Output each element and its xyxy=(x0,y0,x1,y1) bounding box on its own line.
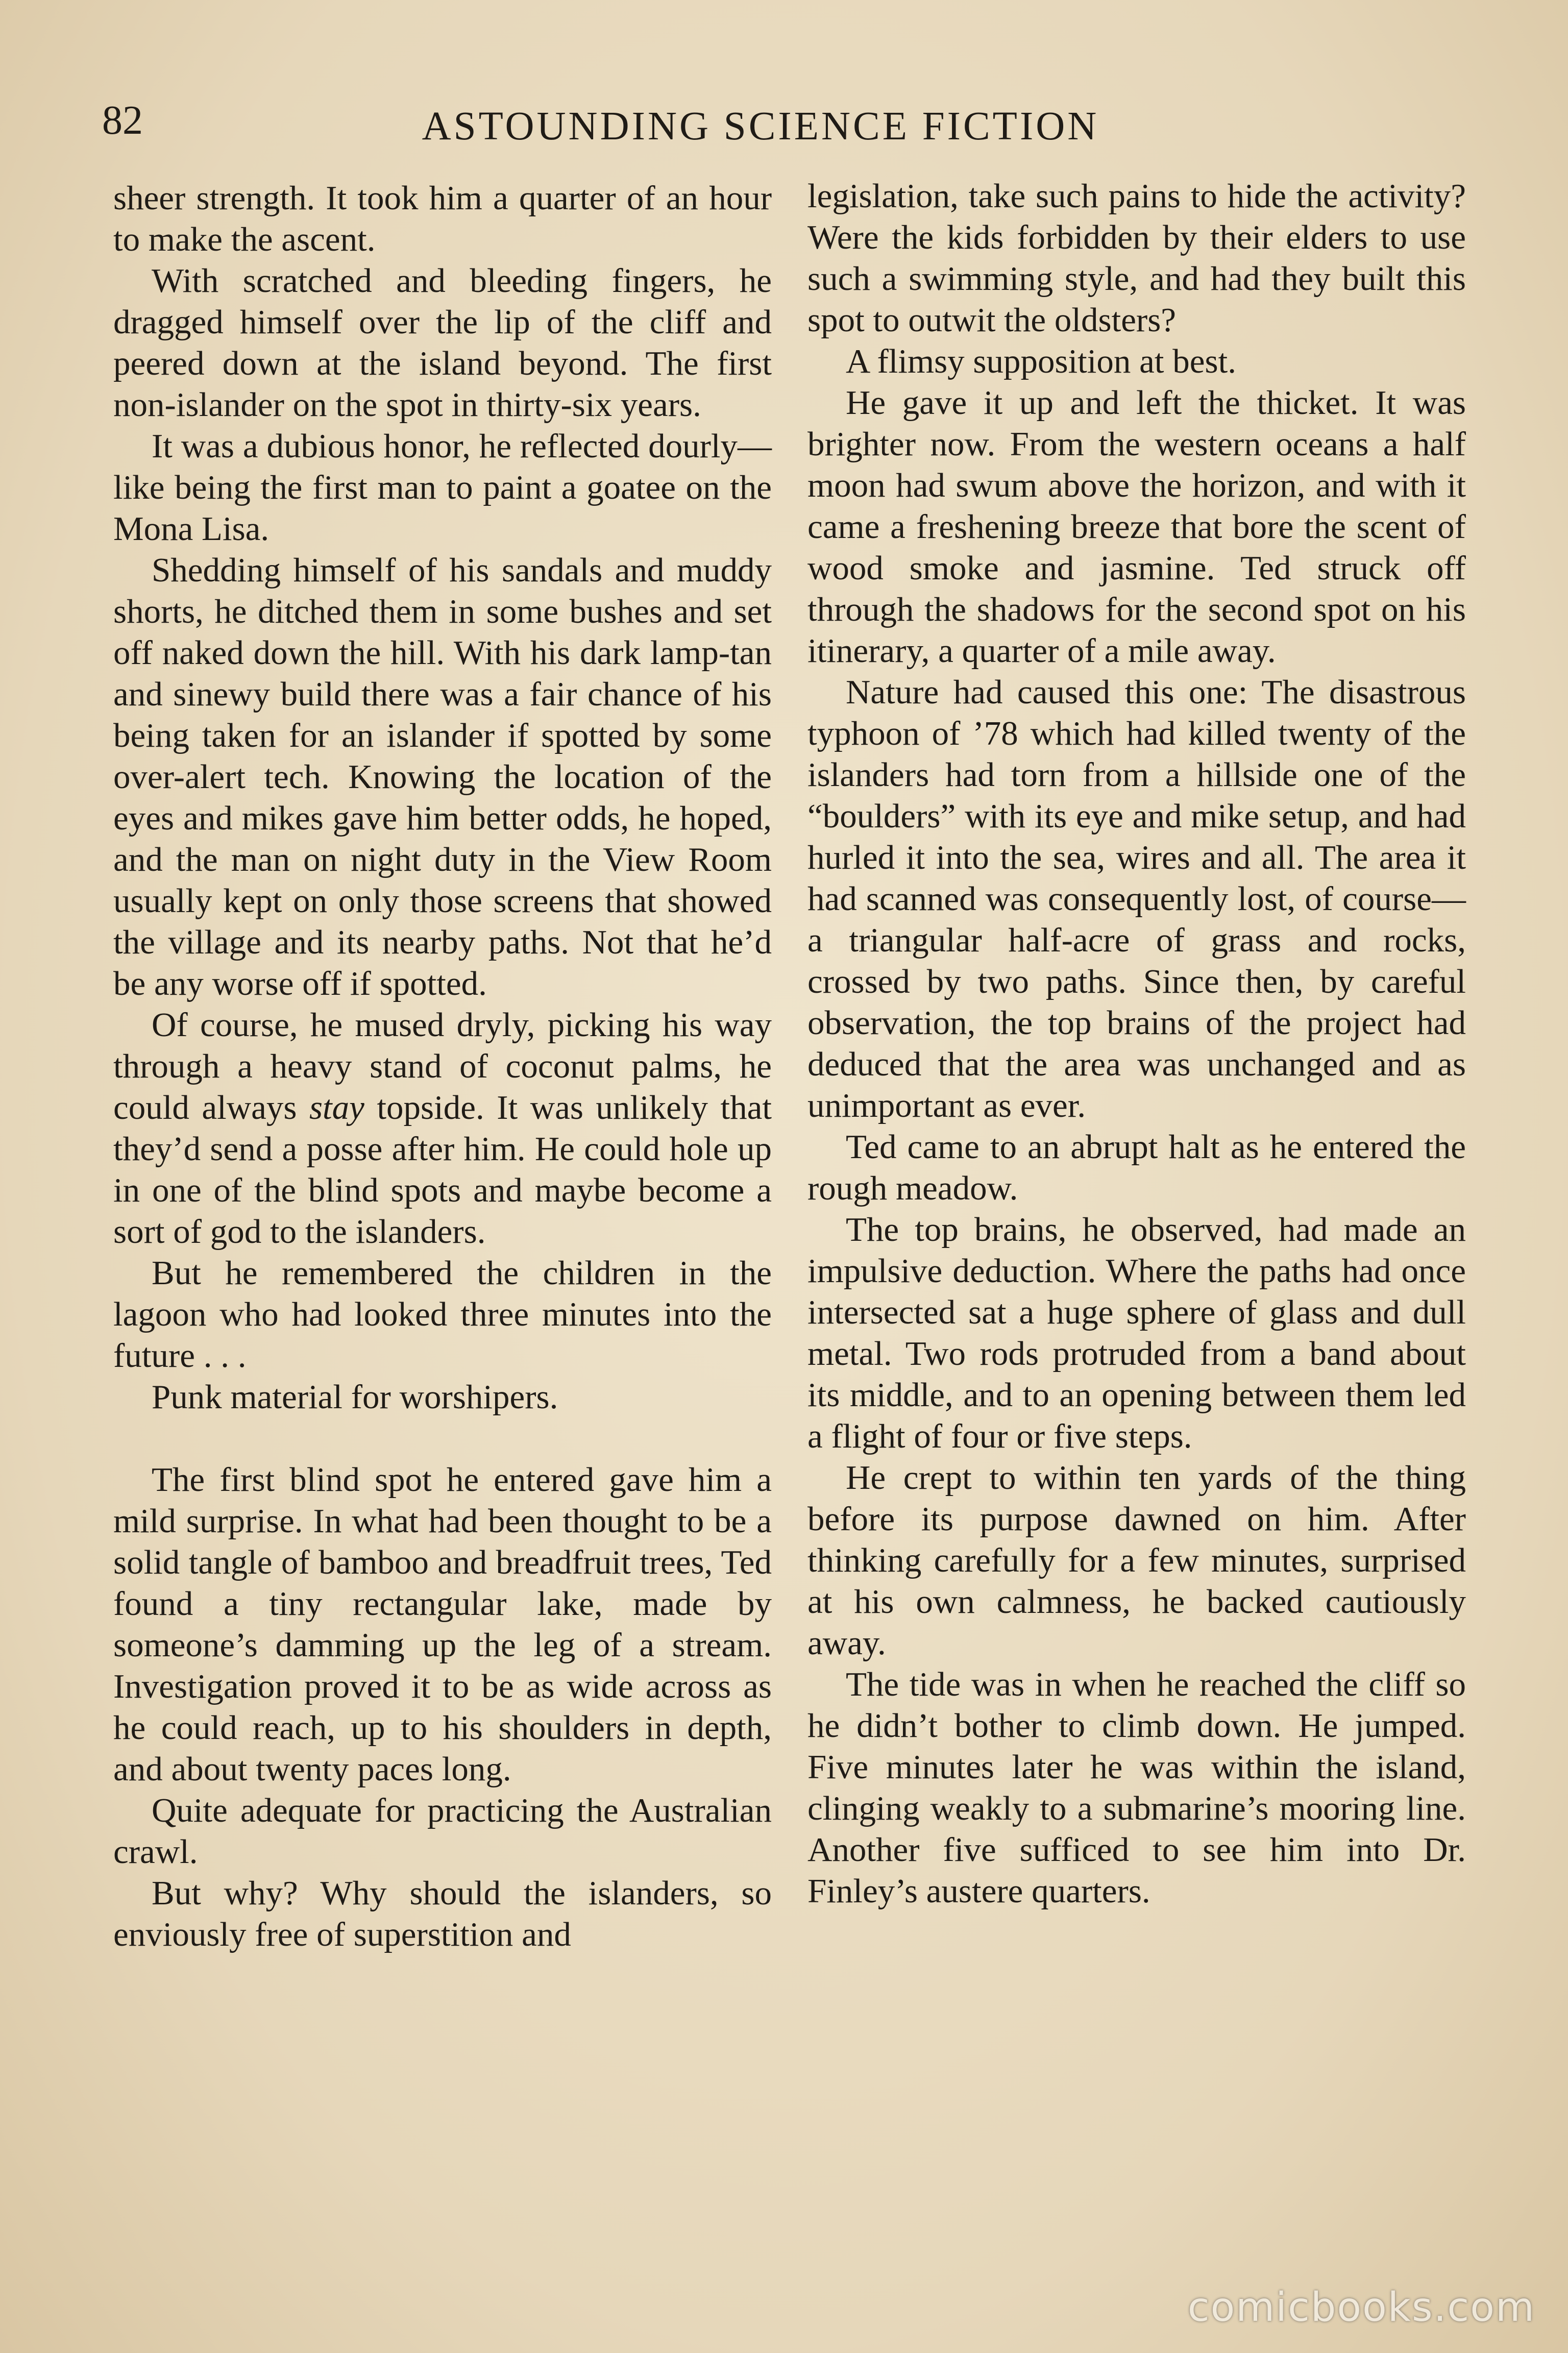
paragraph: It was a dubious honor, he reflected dourly—like being the first man to paint a goatee on the Mona Lisa. xyxy=(113,427,772,548)
paragraph: Nature had caused this one: The disastrous typhoon of ’78 which had killed twenty of the islanders had torn from a hillside one of the “boulders” with its eye and mike setup, and had hurled it into the sea, wires and all. The area it had scanned was consequently lost, of course—a triangular half-acre of grass and rocks, crossed by two paths. Since then, by careful observation, the top brains of the project had deduced that the area was unchanged and as unimportant as ever. xyxy=(807,673,1466,1124)
paragraph: The first blind spot he entered gave him a mild surprise. In what had been thought to be a solid tangle of bamboo and breadfruit trees, Ted found a tiny rectangular lake, made by someone’s damming up the leg of a stream. Investigation proved it to be as wide across as he could reach, up to his shoulders in depth, and about twenty paces long. xyxy=(113,1461,772,1788)
section-break xyxy=(113,1418,772,1459)
paragraph: Quite adequate for practicing the Australian crawl. xyxy=(113,1792,772,1871)
watermark: comicbooks.com xyxy=(1187,2285,1535,2331)
paragraph: But he remembered the children in the lagoon who had looked three minutes into the future . . . xyxy=(113,1254,772,1375)
paragraph: He crept to within ten yards of the thing before its purpose dawned on him. After thinking carefully for a few minutes, surprised at his own calmness, he backed cautiously away. xyxy=(807,1459,1466,1662)
paragraph: legislation, take such pains to hide the activity? Were the kids forbidden by their elders to use such a swimming style, and had they built this spot to outwit the oldsters? xyxy=(807,177,1466,339)
paragraph: Punk material for worshipers. xyxy=(152,1378,558,1416)
text-run: topside. It was unlikely that they’d send a posse after him. He could hole up in one of the blind spots and maybe become a sort of god to the islanders. xyxy=(113,1089,772,1251)
left-column xyxy=(113,178,772,1955)
paragraph: A flimsy supposition at best. xyxy=(846,342,1236,380)
paragraph: sheer strength. It took him a quarter of an hour to make the ascent. xyxy=(113,179,772,258)
running-head-title: ASTOUNDING SCIENCE FICTION xyxy=(422,104,1099,149)
italic-word: stay xyxy=(309,1089,364,1126)
right-column xyxy=(807,176,1466,1912)
paragraph: Ted came to an abrupt halt as he entered the rough meadow. xyxy=(807,1128,1466,1207)
paragraph: Shedding himself of his sandals and muddy shorts, he ditched them in some bushes and set off naked down the hill. With his dark lamp-tan and sinewy build there was a fair chance of his being taken for an islander if spotted by some over-alert tech. Knowing the location of the eyes and mikes gave him better odds, he hoped, and the man on night duty in the View Room usually kept on only those screens that showed the village and its nearby paths. Not that he’d be any worse off if spotted. xyxy=(113,551,772,1002)
paragraph: The tide was in when he reached the cliff so he didn’t bother to climb down. He jumped. Five minutes later he was within the island, clinging weakly to a submarine’s mooring line. Another five sufficed to see him into Dr. Finley’s austere quarters. xyxy=(807,1665,1466,1910)
paragraph: He gave it up and left the thicket. It was brighter now. From the western oceans a half moon had swum above the horizon, and with it came a freshening breeze that bore the scent of wood smoke and jasmine. Ted struck off through the shadows for the second spot on his itinerary, a quarter of a mile away. xyxy=(807,384,1466,670)
page-number: 82 xyxy=(102,98,143,143)
paragraph: But why? Why should the islanders, so enviously free of superstition and xyxy=(113,1874,772,1953)
paragraph: The top brains, he observed, had made an impulsive deduction. Where the paths had once intersected sat a huge sphere of glass and dull metal. Two rods protruded from a band about its middle, and to an opening between them led a flight of four or five steps. xyxy=(807,1211,1466,1455)
text-run: Of course, he mused dryly, picking his way through a heavy stand of coconut palms, he could always xyxy=(113,1006,772,1126)
paragraph: With scratched and bleeding fingers, he dragged himself over the lip of the cliff and peered down at the island beyond. The first non-islander on the spot in thirty-six years. xyxy=(113,262,772,424)
paragraph xyxy=(113,1004,772,1253)
